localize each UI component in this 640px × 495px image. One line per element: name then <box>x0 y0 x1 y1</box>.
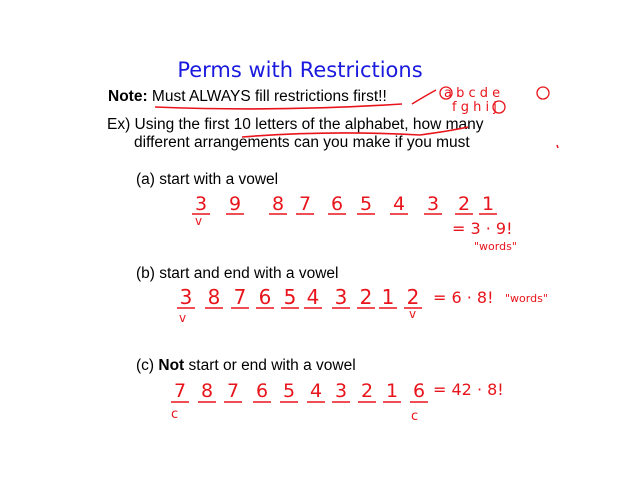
part-b-slot-1: 3 <box>179 285 193 309</box>
example-line-2: different arrangements can you make if you must <box>134 134 470 151</box>
part-a-words: "words" <box>474 240 517 253</box>
part-a-slot-9: 2 <box>457 193 471 215</box>
part-a-slot-5: 6 <box>330 193 344 215</box>
part-c-slots <box>171 380 428 402</box>
part-c-slot-3: 7 <box>226 380 240 402</box>
part-b-slot-6: 4 <box>306 285 320 309</box>
part-b-slot-2: 8 <box>207 285 221 309</box>
letters-bottom: f g h i j <box>452 100 497 115</box>
part-c-slot-6: 4 <box>309 380 323 402</box>
part-b-vowel-mark-first: v <box>179 311 187 325</box>
part-a-slot-10: 1 <box>481 193 495 215</box>
example-underline <box>242 127 468 137</box>
part-b-vowel-mark-last: v <box>409 307 417 321</box>
part-c-slot-10: 6 <box>412 380 426 402</box>
letters-top: a b c d e <box>444 86 501 101</box>
part-a-slot-3: 8 <box>271 193 285 215</box>
part-b-slot-5: 5 <box>283 285 297 309</box>
part-c-slot-5: 5 <box>282 380 296 402</box>
note-label: Note: <box>108 88 148 105</box>
part-a-slot-1: 3 <box>194 193 208 215</box>
part-c-consonant-mark-last: c <box>411 409 419 424</box>
part-a-slot-2: 9 <box>228 193 242 215</box>
example-line-1: Ex) Using the first 10 letters of the alphabet, how many <box>107 116 484 133</box>
part-b-slots <box>177 285 422 309</box>
page-title: Perms with Restrictions <box>177 58 423 82</box>
note-text: Must ALWAYS fill restrictions first!! <box>151 88 387 105</box>
part-c-slot-4: 6 <box>255 380 269 402</box>
part-b-slot-7: 3 <box>334 285 348 309</box>
part-c-label: (c) Not start or end with a vowel <box>136 357 356 374</box>
note-underline <box>155 104 402 109</box>
part-b-words: "words" <box>505 292 548 305</box>
part-b-result: = 6 · 8! <box>433 288 494 307</box>
part-a-slot-8: 3 <box>426 193 440 215</box>
part-a-result: = 3 · 9! <box>452 219 513 238</box>
note-arrow <box>412 90 436 104</box>
part-c-slot-1: 7 <box>173 380 187 402</box>
part-a-slots <box>192 193 497 215</box>
part-c-result: = 42 · 8! <box>433 380 504 399</box>
part-c-consonant-mark-first: c <box>171 407 179 422</box>
part-a-slot-7: 4 <box>392 193 406 215</box>
part-b-slot-9: 1 <box>381 285 395 309</box>
part-a-slot-6: 5 <box>359 193 373 215</box>
part-a-slot-4: 7 <box>298 193 312 215</box>
part-b-label: (b) start and end with a vowel <box>136 265 339 282</box>
part-b-slot-8: 2 <box>359 285 373 309</box>
part-b-slot-4: 6 <box>258 285 272 309</box>
part-b-slot-3: 7 <box>233 285 247 309</box>
part-c-slot-9: 1 <box>385 380 399 402</box>
part-c-slot-7: 3 <box>334 380 348 402</box>
vowel-circle-e <box>537 87 549 99</box>
part-b-slot-10: 2 <box>406 285 420 309</box>
part-c-slot-8: 2 <box>360 380 374 402</box>
part-a-label: (a) start with a vowel <box>136 171 279 188</box>
part-c-slot-2: 8 <box>200 380 214 402</box>
part-a-vowel-mark: v <box>195 214 203 228</box>
